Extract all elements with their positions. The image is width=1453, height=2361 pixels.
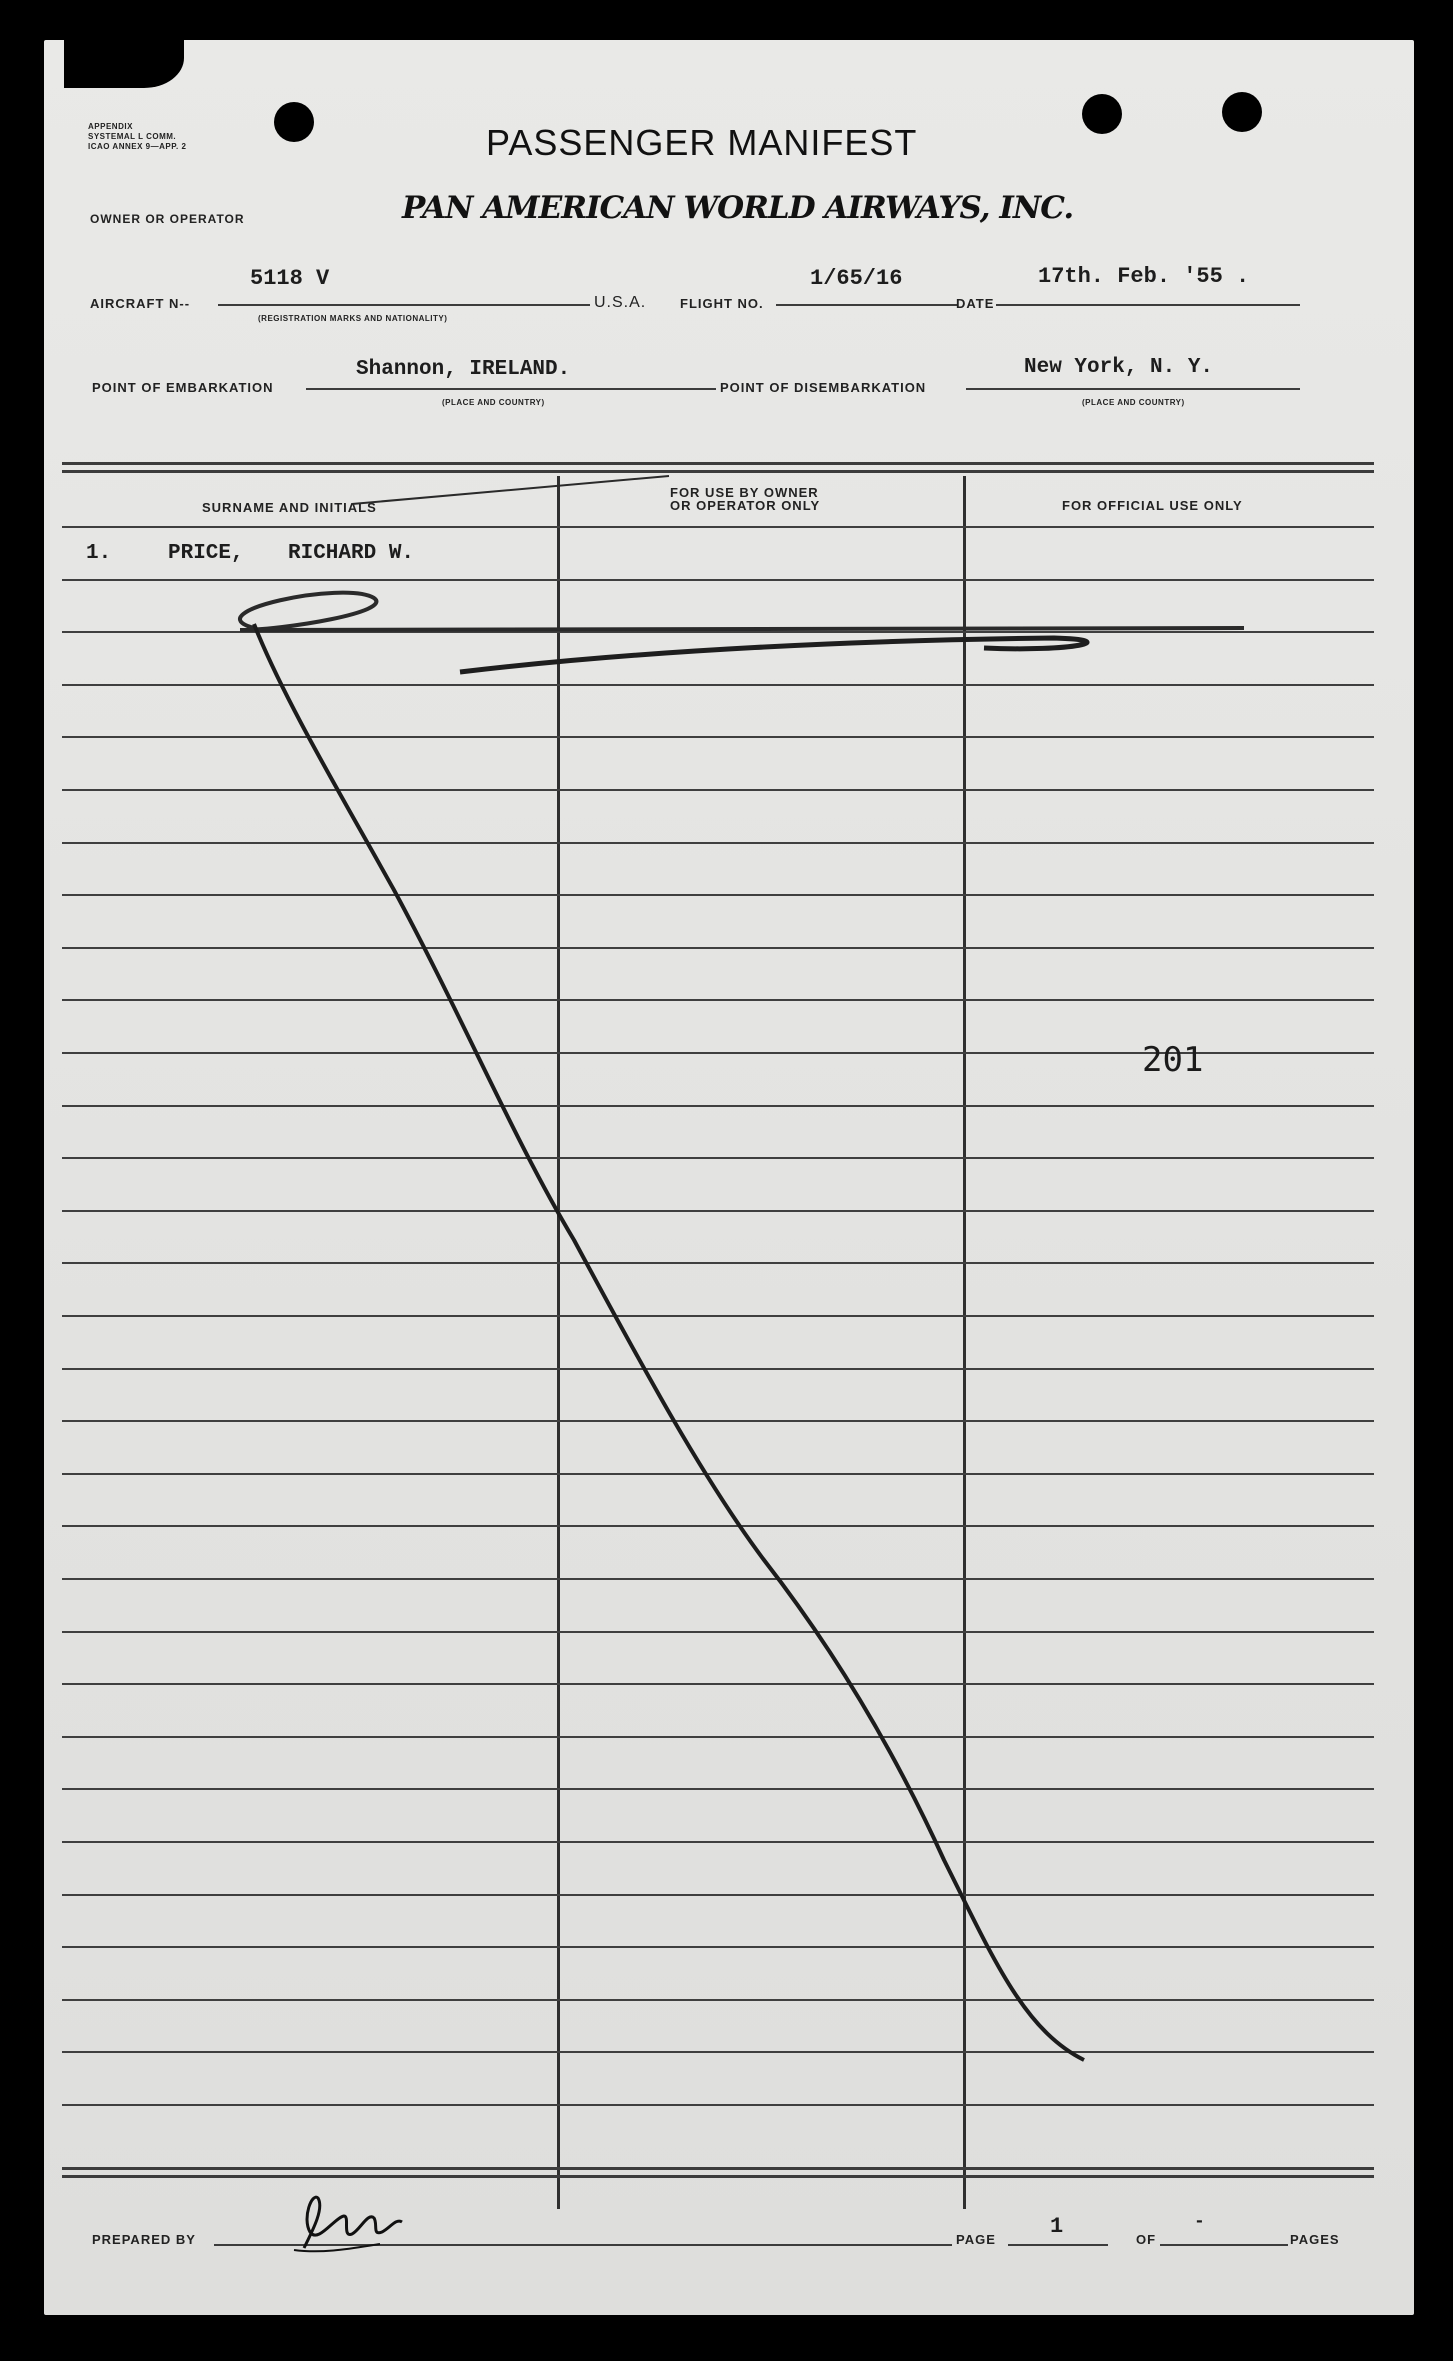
aircraft-value: 5118 V: [250, 266, 330, 291]
table-bottom-rule-1: [62, 2167, 1374, 2170]
column-header-official: FOR OFFICIAL USE ONLY: [1062, 498, 1243, 513]
pen-diagonal-cross: [254, 624, 1084, 2060]
passenger-1-surname: PRICE,: [168, 542, 244, 565]
owner-use-line1: FOR USE BY OWNER: [670, 485, 819, 500]
page-underline: [1008, 2244, 1108, 2246]
column-header-surname: SURNAME AND INITIALS: [202, 500, 377, 515]
table-bottom-rule-2: [62, 2175, 1374, 2178]
disembarkation-sublabel: (PLACE AND COUNTRY): [1082, 398, 1185, 407]
owner-label: OWNER OR OPERATOR: [90, 212, 245, 226]
pen-diagonal-line: [352, 476, 669, 504]
of-label: OF: [1136, 2232, 1157, 2247]
of-underline: [1160, 2244, 1288, 2246]
embarkation-label: POINT OF EMBARKATION: [92, 380, 274, 395]
pen-strike-marks: [44, 40, 1414, 2315]
flight-value: 1/65/16: [810, 266, 903, 291]
date-label: DATE: [956, 296, 995, 311]
manifest-sheet: [44, 40, 1414, 2315]
date-value: 17th. Feb. '55 .: [1038, 264, 1250, 289]
page-title: PASSENGER MANIFEST: [486, 122, 918, 163]
official-note: 201: [1142, 1040, 1204, 1080]
passenger-1-given: RICHARD W.: [288, 542, 415, 565]
form-ref-line3: ICAO ANNEX 9—APP. 2: [88, 142, 187, 151]
nationality-label: U.S.A.: [594, 294, 647, 311]
page-label: PAGE: [956, 2232, 996, 2247]
of-value: -: [1194, 2212, 1205, 2232]
form-ref-line1: APPENDIX: [88, 122, 133, 131]
form-ref-line2: SYSTEMAL L COMM.: [88, 132, 177, 141]
aircraft-sublabel: (REGISTRATION MARKS AND NATIONALITY): [258, 314, 448, 323]
owner-value: PAN AMERICAN WORLD AIRWAYS, INC.: [402, 190, 1074, 226]
disembarkation-label: POINT OF DISEMBARKATION: [720, 380, 927, 395]
page-value: 1: [1050, 2214, 1064, 2239]
pen-horizontal-stroke: [460, 638, 1087, 672]
embarkation-value: Shannon, IRELAND.: [356, 358, 571, 381]
owner-use-line2: OR OPERATOR ONLY: [670, 498, 821, 513]
prepared-by-label: PREPARED BY: [92, 2232, 196, 2247]
preparer-signature: [284, 2188, 424, 2258]
pen-loop-stroke: [240, 593, 1244, 630]
embarkation-sublabel: (PLACE AND COUNTRY): [442, 398, 545, 407]
aircraft-label: AIRCRAFT N--: [90, 296, 191, 311]
flight-label: FLIGHT NO.: [680, 296, 764, 311]
pages-label: PAGES: [1290, 2232, 1340, 2247]
disembarkation-value: New York, N. Y.: [1024, 356, 1214, 379]
passenger-1-number: 1.: [86, 542, 112, 565]
